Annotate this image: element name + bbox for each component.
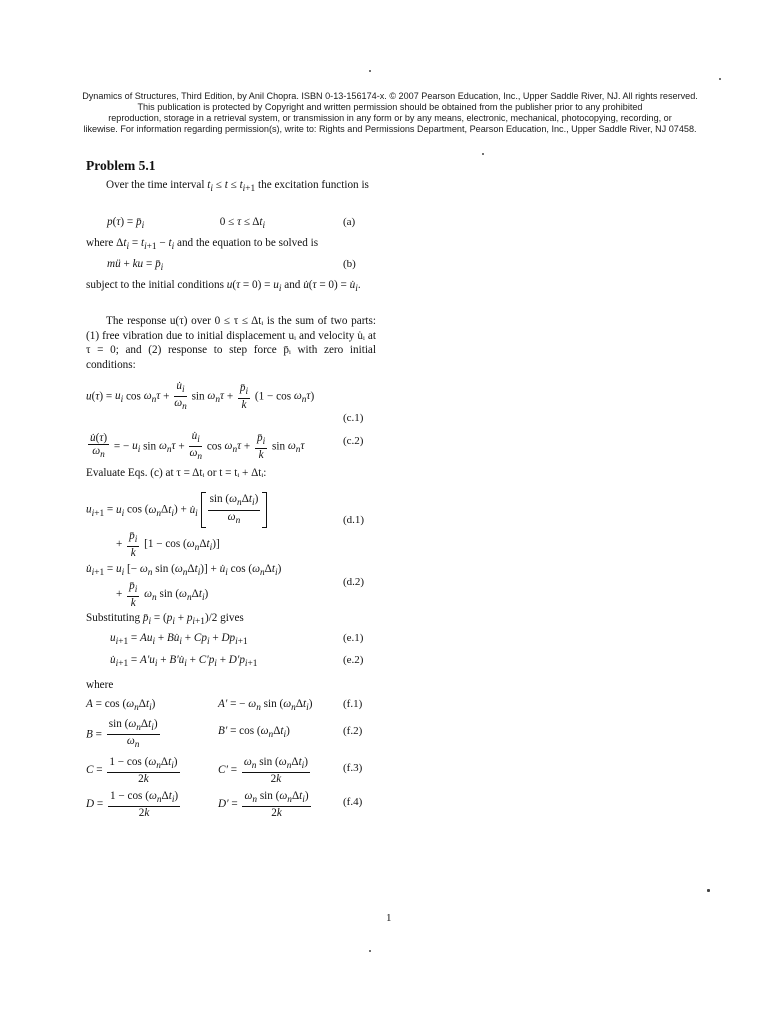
initial-conditions-paragraph: subject to the initial conditions $u(\tau = 0) = u_i$ and u̇(τ = $0) = u̇_i$. xyxy=(86,279,361,295)
equation-f2-left: B = $\frac{\sin (\omega_n\Delta t_i)}{\omega_n}$ xyxy=(86,718,158,751)
tag-b: (b) xyxy=(343,258,356,270)
tag-d1: (d.1) xyxy=(343,514,365,526)
header-line-1: Dynamics of Structures, Third Edition, by Anil Chopra. ISBN 0-13-156174-x. © 2007 Pearson Education, Inc., Upper Saddle River, NJ. All rights reserved. xyxy=(82,91,698,101)
tag-d2: (d.2) xyxy=(343,576,365,588)
tag-e1: (e.1) xyxy=(343,632,364,644)
tag-c2: (c.2) xyxy=(343,435,364,447)
tag-f4: (f.4) xyxy=(343,796,363,808)
evaluate-line: Evaluate Eqs. (c) at τ = Δtᵢ or t = tᵢ + Δtᵢ: xyxy=(86,467,267,479)
equation-f1-right: A′ = − $\omega_n$ $\sin (\omega_n\Delta t_i)$ xyxy=(218,698,313,714)
response-paragraph: The response u(τ) over 0 ≤ τ ≤ Δtᵢ is the sum of two parts: (1) free vibration due to initial displacement uᵢ and velocity u̇ᵢ at τ = 0; and (2) response to step force p̄ᵢ with zero initial conditions: xyxy=(86,315,376,371)
scan-speck xyxy=(707,889,710,892)
scan-speck xyxy=(719,78,721,80)
tag-f1: (f.1) xyxy=(343,698,363,710)
equation-c2: $\frac{u̇(\tau)}{\omega_n}$ = − $u_i$ $\sin \omega_n\tau$ + $\frac{u̇_i}{\omega_n}$ $\cos \omega_n\tau$ + $\frac{p̄_i}{k}$ $\sin \omega_n\tau$ xyxy=(90,430,305,463)
where-paragraph: where $\Delta t_i = t_{i+1} - t_i$ and the equation to be solved is xyxy=(86,237,319,253)
header-line-3: reproduction, storage in a retrieval system, or transmission in any form or by any means, electronic, mechanical, photocopying, recording, or xyxy=(108,113,672,123)
tag-f2: (f.2) xyxy=(343,725,363,737)
tag-a: (a) xyxy=(343,216,356,228)
tag-f3: (f.3) xyxy=(343,762,363,774)
equation-f3-left: C = $\frac{1 - \cos (\omega_n\Delta t_i)}{2k}$ xyxy=(86,756,178,786)
substituting-line: Substituting $p̄_i = (p_i + p_{i+1})/2$ gives xyxy=(86,612,244,628)
scan-speck xyxy=(482,153,484,155)
problem-title: Problem 5.1 xyxy=(86,158,156,173)
header-line-4: likewise. For information regarding permission(s), write to: Rights and Permissions Department, Pearson Education, Inc., Upper Saddle River, NJ 07458. xyxy=(83,124,697,134)
equation-d1-line2: + $\frac{p̄_i}{k}$ $[1 - \cos (\omega_n\Delta t_i)]$ xyxy=(116,530,220,560)
where-label: where xyxy=(86,679,114,691)
intro-paragraph: Over the time interval $t_i \le t \le t_{i+1}$ the excitation function is xyxy=(106,179,369,195)
header-line-2: This publication is protected by Copyright and written permission should be obtained from the publisher prior to any prohibited xyxy=(137,102,643,112)
scan-speck xyxy=(369,950,371,952)
equation-e2: $u̇_{i+1} = A'u_i$ + $B'u̇_i + C'p_i + D'p_{i+1}$ xyxy=(110,654,258,670)
equation-e1: $u_{i+1} = Au_i$ + $Bu̇_i + Cp_i + Dp_{i+1}$ xyxy=(110,632,248,648)
equation-c1: $u(\tau) = u_i$ $\cos \omega_n\tau$ + $\frac{u̇_i}{\omega_n}$ $\sin \omega_n\tau$ + $\frac{p̄_i}{k}$ $(1 - \cos \omega_n\tau)$ xyxy=(86,380,315,413)
equation-a: $p(\tau) = p̄_i$ $0 \le \tau \le \Delta t_i$ xyxy=(107,216,266,232)
equation-f4-left: D = $\frac{1 - \cos (\omega_n\Delta t_i)}{2k}$ xyxy=(86,790,179,820)
equation-f1-left: $A = \cos (\omega_n\Delta t_i)$ xyxy=(86,698,156,714)
page-number: 1 xyxy=(386,912,392,924)
equation-d2-line1: $u̇_{i+1} = u_i$ [− $\omega_n$ $\sin (\omega_n\Delta t_i)$] + $u̇_i$ $\cos (\omega_n\Delta t_i)$ xyxy=(86,563,282,579)
equation-f4-right: D′ = $\frac{\omega_n \sin (\omega_n\Delta t_i)}{2k}$ xyxy=(218,790,309,820)
equation-f2-right: $B' = \cos (\omega_n\Delta t_i)$ xyxy=(218,725,290,741)
tag-e2: (e.2) xyxy=(343,654,364,666)
equation-d2-line2: + $\frac{p̄_i}{k}$ $\omega_n$ $\sin (\omega_n\Delta t_i)$ xyxy=(116,580,209,610)
equation-b: mü + ku = $p̄_i$ xyxy=(107,258,164,274)
equation-d1-line1: $u_{i+1} = u_i$ $\cos (\omega_n\Delta t_i)$ + $u̇_i$ $\frac{\sin (\omega_n\Delta t_i)}{\omega_n}$ xyxy=(86,492,267,528)
copyright-header xyxy=(40,91,740,135)
equation-f3-right: C′ = $\frac{\omega_n \sin (\omega_n\Delta t_i)}{2k}$ xyxy=(218,756,308,786)
tag-c1: (c.1) xyxy=(343,412,364,424)
scan-speck xyxy=(369,70,371,72)
